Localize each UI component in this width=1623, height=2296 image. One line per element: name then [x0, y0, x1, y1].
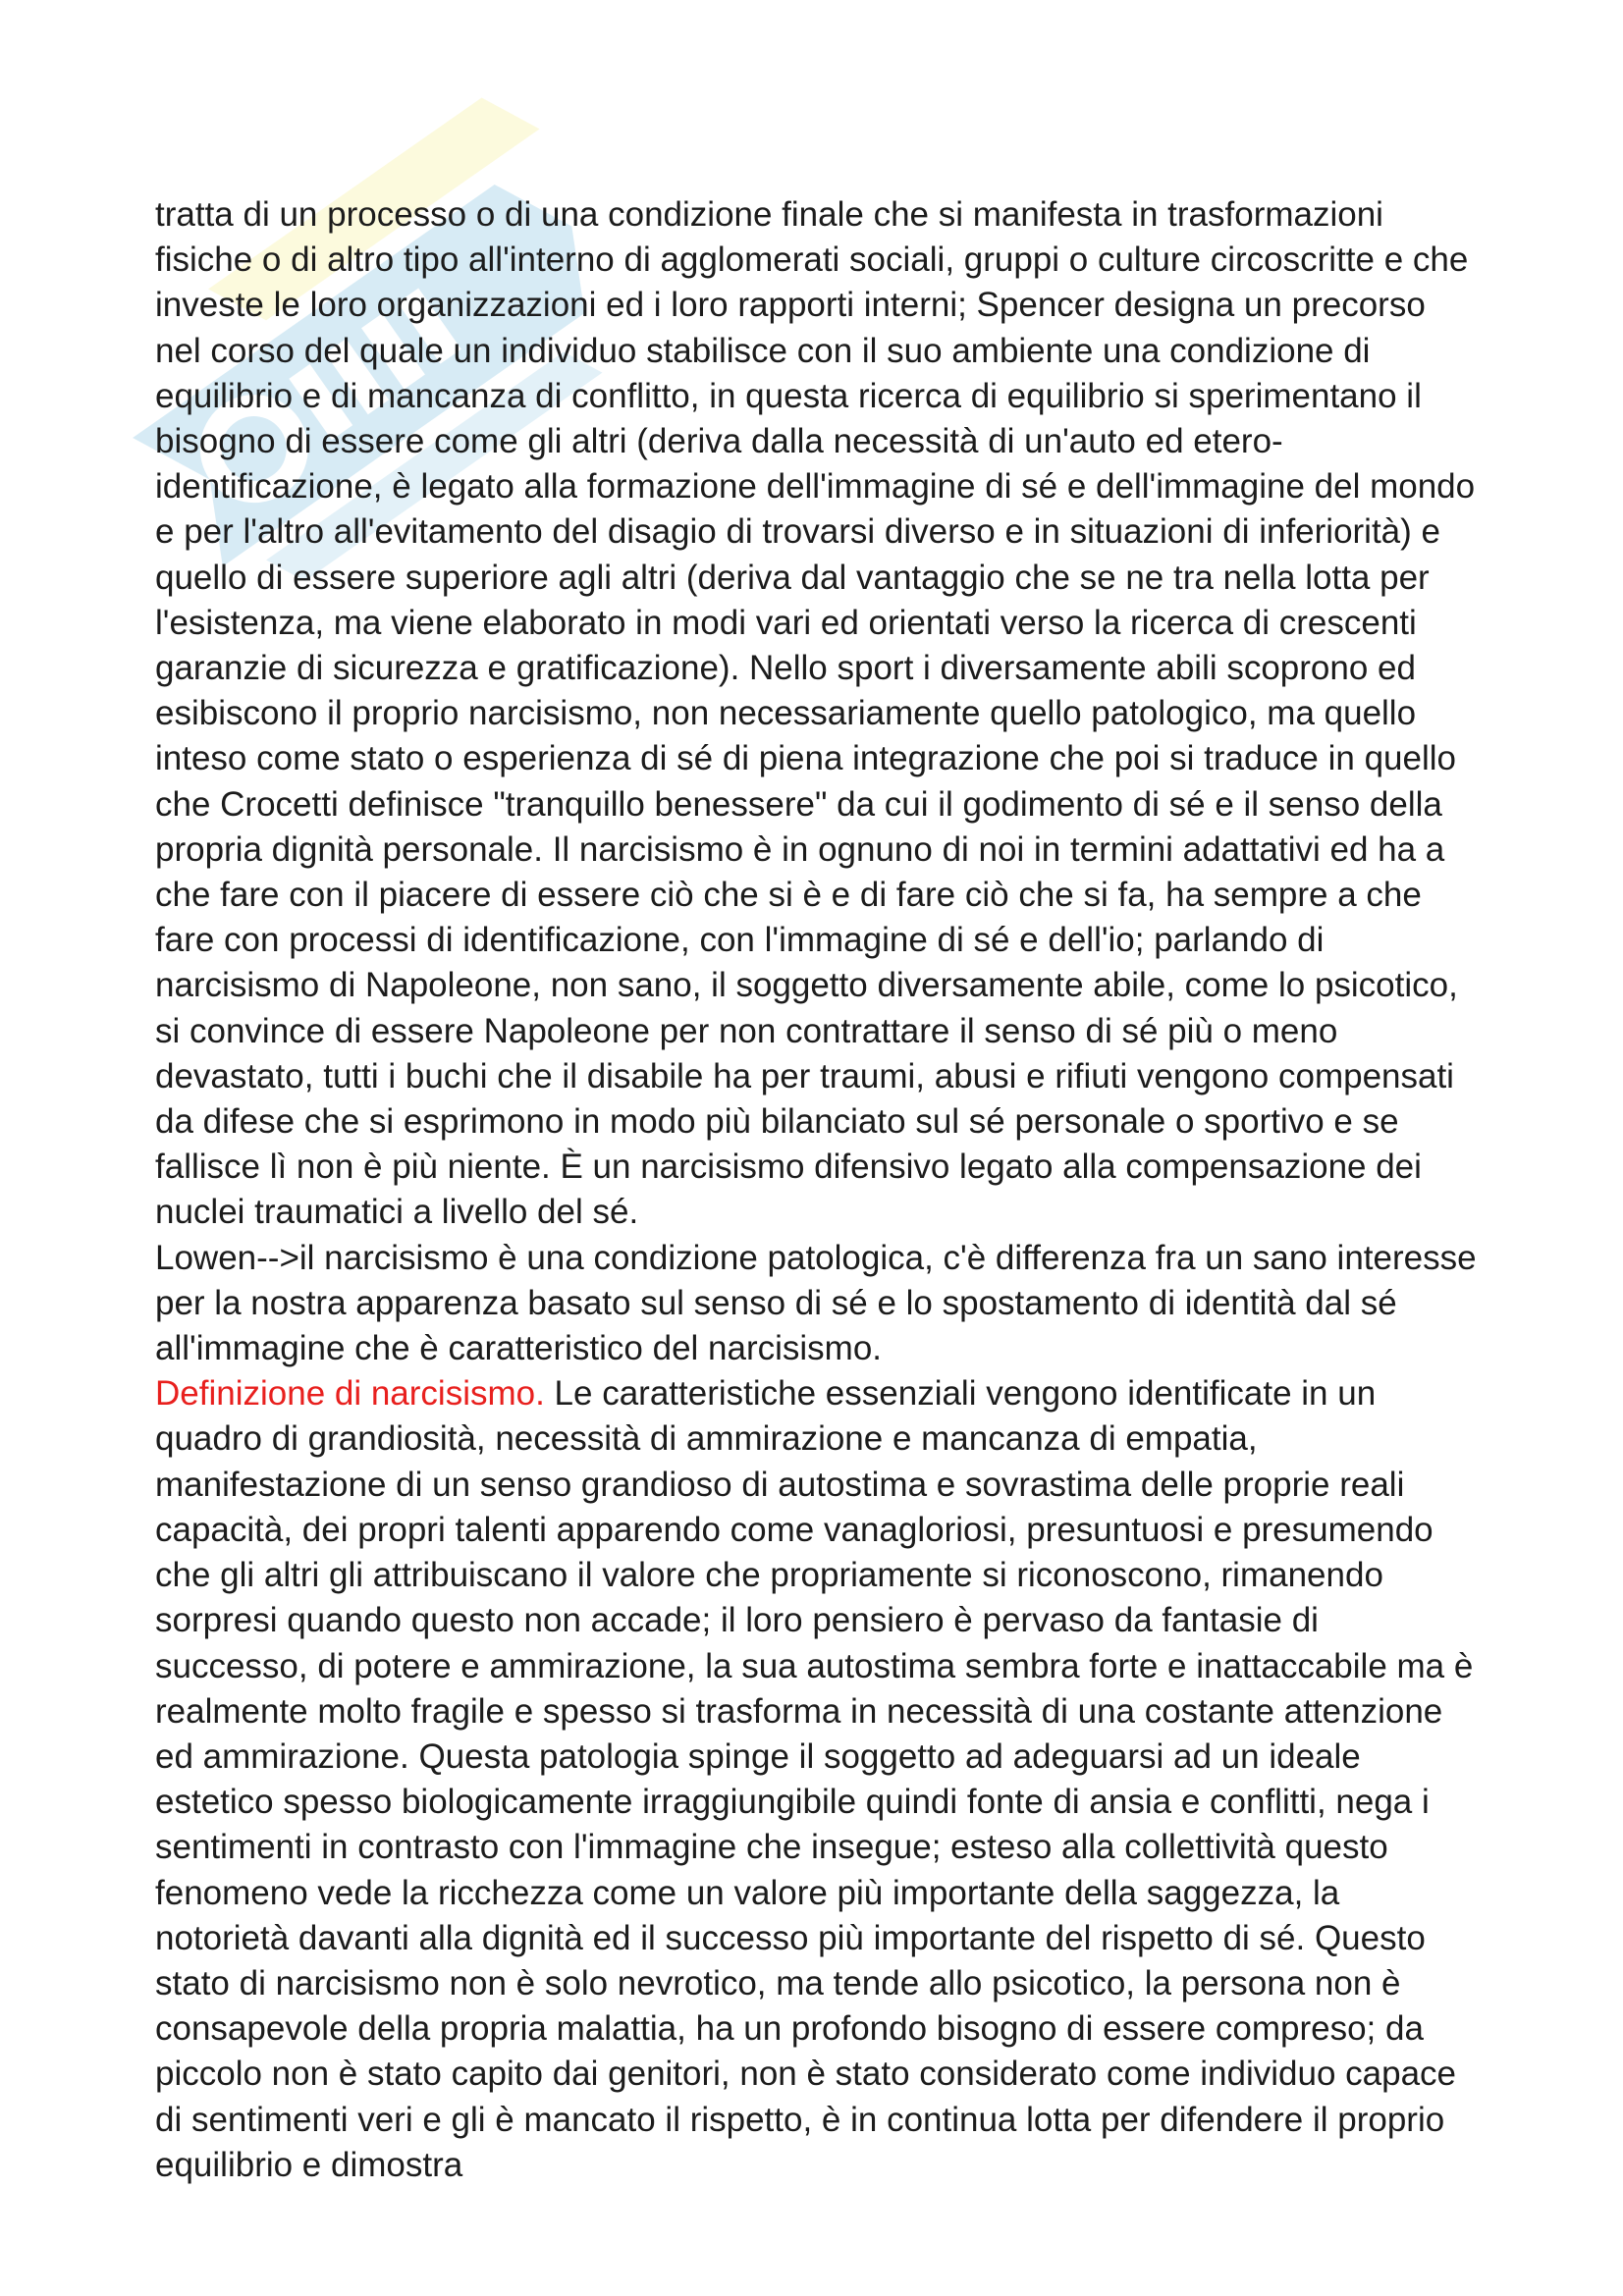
paragraph-2: Lowen-->il narcisismo è una condizione patologica, c'è differenza fra un sano interesse per la nostra apparenza basato sul senso di sé e lo spostamento di identità dal sé all'immagine che è caratteristico del narcisismo. [155, 1238, 1477, 1368]
section-heading: Definizione di narcisismo. [155, 1374, 545, 1414]
paragraph-1: tratta di un processo o di una condizione finale che si manifesta in trasformazioni fisiche o di altro tipo all'interno di agglomerati sociali, gruppi o culture circoscritte e che investe le loro organizzazioni ed i loro rapporti interni; Spencer designa un precorso nel corso del quale un individuo stabilisce con il suo ambiente una condizione di equilibrio e di mancanza di conflitto, in questa ricerca di equilibrio si sperimentano il bisogno di essere come gli altri (deriva dalla necessità di un'auto ed etero-identificazione, è legato alla formazione dell'immagine di sé e dell'immagine del mondo e per l'altro all'evitamento del disagio di trovarsi diverso e in situazioni di inferiorità) e quello di essere superiore agli altri (deriva dal vantaggio che se ne tra nella lotta per l'esistenza, ma viene elaborato in modi vari ed orientati verso la ricerca di crescenti garanzie di sicurezza e gratificazione). Nello sport i diversamente abili scoprono ed esibiscono il proprio narcisismo, non necessariamente quello patologico, ma quello inteso come stato o esperienza di sé di piena integrazione che poi si traduce in quello che Crocetti definisce "tranquillo benessere" da cui il godimento di sé e il senso della propria dignità personale. Il narcisismo è in ognuno di noi in termini adattativi ed ha a che fare con il piacere di essere ciò che si è e di fare ciò che si fa, ha sempre a che fare con processi di identificazione, con l'immagine di sé e dell'io; parlando di narcisismo di Napoleone, non sano, il soggetto diversamente abile, come lo psicotico, si convince di essere Napoleone per non contrattare il senso di sé più o meno devastato, tutti i buchi che il disabile ha per traumi, abusi e rifiuti vengono compensati da difese che si esprimono in modo più bilanciato sul sé personale o sportivo e se fallisce lì non è più niente. È un narcisismo difensivo legato alla compensazione dei nuclei traumatici a livello del sé. [155, 195, 1476, 1232]
document-body [155, 192, 1481, 2188]
paragraph-3 [155, 1371, 1481, 2188]
paragraph-3-text: Le caratteristiche essenziali vengono identificate in un quadro di grandiosità, necessità di ammirazione e mancanza di empatia, manifestazione di un senso grandioso di autostima e sovrastima delle proprie reali capacità, dei propri talenti apparendo come vanagloriosi, presuntuosi e presumendo che gli altri gli attribuiscano il valore che propriamente si riconoscono, rimanendo sorpresi quando questo non accade; il loro pensiero è pervaso da fantasie di successo, di potere e ammirazione, la sua autostima sembra forte e inattaccabile ma è realmente molto fragile e spesso si trasforma in necessità di una costante attenzione ed ammirazione. Questa patologia spinge il soggetto ad adeguarsi ad un ideale estetico spesso biologicamente irraggiungibile quindi fonte di ansia e conflitti, nega i sentimenti in contrasto con l'immagine che insegue; esteso alla collettività questo fenomeno vede la ricchezza come un valore più importante della saggezza, la notorietà davanti alla dignità ed il successo più importante del rispetto di sé. Questo stato di narcisismo non è solo nevrotico, ma tende allo psicotico, la persona non è consapevole della propria malattia, ha un profondo bisogno di essere compreso; da piccolo non è stato capito dai genitori, non è stato considerato come individuo capace di sentimenti veri e gli è mancato il rispetto, è in continua lotta per difendere il proprio equilibrio e dimostra [155, 1374, 1474, 2184]
